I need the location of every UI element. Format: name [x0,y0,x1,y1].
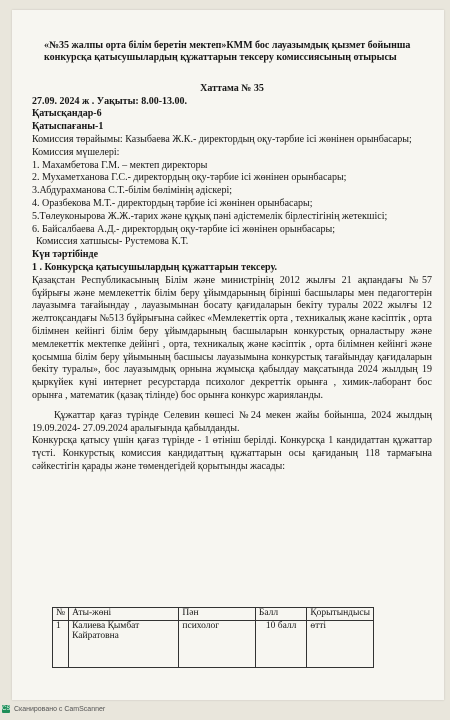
table-cell: 1 [53,621,69,668]
protocol-number: Хаттама № 35 [200,82,264,94]
column-header: № [53,608,69,621]
table-cell: 10 балл [255,621,306,668]
column-header: Балл [255,608,306,621]
column-header: Аты-жөні [69,608,179,621]
document-page [12,10,444,700]
body-paragraph: Конкурсқа қатысу үшін қағаз түрінде - 1 өтініш берілді. Конкурсқа 1 кандидаттан құжаттар түсті. Конкурстық комиссия кандидаттың құжаттарын осы қағиданың 118 тармағына сәйкестігін қарады және төмендегідей қорытынды жасады: [32,435,432,472]
table-cell: өтті [307,621,374,668]
table-cell: психолог [179,621,256,668]
document-body [32,40,432,474]
column-header: Қорытындысы [307,608,374,621]
column-header: Пән [179,608,256,621]
absent-count: Қатыспағаны-1 [32,121,104,133]
document-title: «№35 жалпы орта білім беретін мектеп»КММ бос лауазымдық қызмет бойынша конкурсқа қатысушылардың құжаттарын тексеру комиссиясының отырысы [44,40,411,64]
member-item: 1. Махамбетова Г.М. – мектеп директоры [32,159,208,171]
commission-secretary: Комиссия хатшысы- Рустемова К.Т. [36,236,189,248]
table-cell: Калиева Қымбат Кайратовна [69,621,179,668]
members-heading: Комиссия мүшелері: [32,146,120,158]
agenda-heading: Күн тәртібінде [32,249,99,261]
body-paragraph: Құжаттар қағаз түрінде Селевин көшесі №24 мекен жайы бойынша, 2024 жылдың 19.09.2024- 27.09.2024 аралығында қабылданды. [32,409,432,434]
member-item: 4. Оразбекова М.Т.- директордың тәрбие ісі жөнінен орынбасары; [32,197,313,209]
member-item: 2. Мухаметханова Г.С.- директордың оқу-тәрбие ісі жөнінен орынбасары; [32,172,347,184]
meeting-date-time: 27.09. 2024 ж . Уақыты: 8.00-13.00. [32,95,188,107]
camscanner-logo-icon: CS [2,706,11,712]
scanner-label: Сканировано с CamScanner [13,705,106,713]
commission-chairman: Комиссия төрайымы: Казыбаева Ж.К.- директордың оқу-тәрбие ісі жөнінен орынбасары; [32,134,412,145]
member-item: 3.Абдурахманова С.Т.-білім бөлімінің әдіскері; [32,185,233,197]
participants-count: Қатысқандар-6 [32,108,102,120]
table-header-row [53,608,374,621]
scanner-watermark [2,705,105,713]
agenda-item: 1 . Конкурсқа қатысушылардың құжаттарын тексеру. [32,261,277,273]
member-item: 5.Төлеуконырова Ж.Ж.-тарих және құқық пәні әдістемелік бірлестігінің жетекшісі; [32,210,388,222]
member-item: 6. Байсалбаева А.Д.- директордың оқу-тәрбие ісі жөнінен орынбасары; [32,223,335,235]
table-row [53,621,374,668]
body-paragraph: Қазақстан Республикасының Білім және министрінің 2012 жылғы 21 ақпандағы №57 бұйрығы және мемлекеттік білім беру ұйымдарының бірінші басшылары мен педагогтерін лауазымға тағайындау , лауазымынан босату қағидаларын бекіту туралы 2022 жылғы 12 желтоқсандағы №513 бұйрығына сәйкес «Мемлекеттік орта , техникалық және кәсіптік , орта білімнен кейінгі білім беру ұйымдарының басшыларын конкурстық орналастыру және мемлекеттік мектепке дейінгі , орта, техникалық және кәсіптік , орта білімнен кейінгі және қосымша білім беру ұйымының басшысы лауазымына конкурстық тағайындау қағидаларын бекіту туралы», бос лауазымдық орнына жұмысқа қабылдау мақсатында 2024 жылдың 19 қыркүйек күні интернет ресурстарда психолог декреттік орынға , химик-лаборант бос орынға , математик (қазақ тілінде) бос орынға конкурс жарияланды. [32,274,432,401]
results-table [52,607,374,668]
